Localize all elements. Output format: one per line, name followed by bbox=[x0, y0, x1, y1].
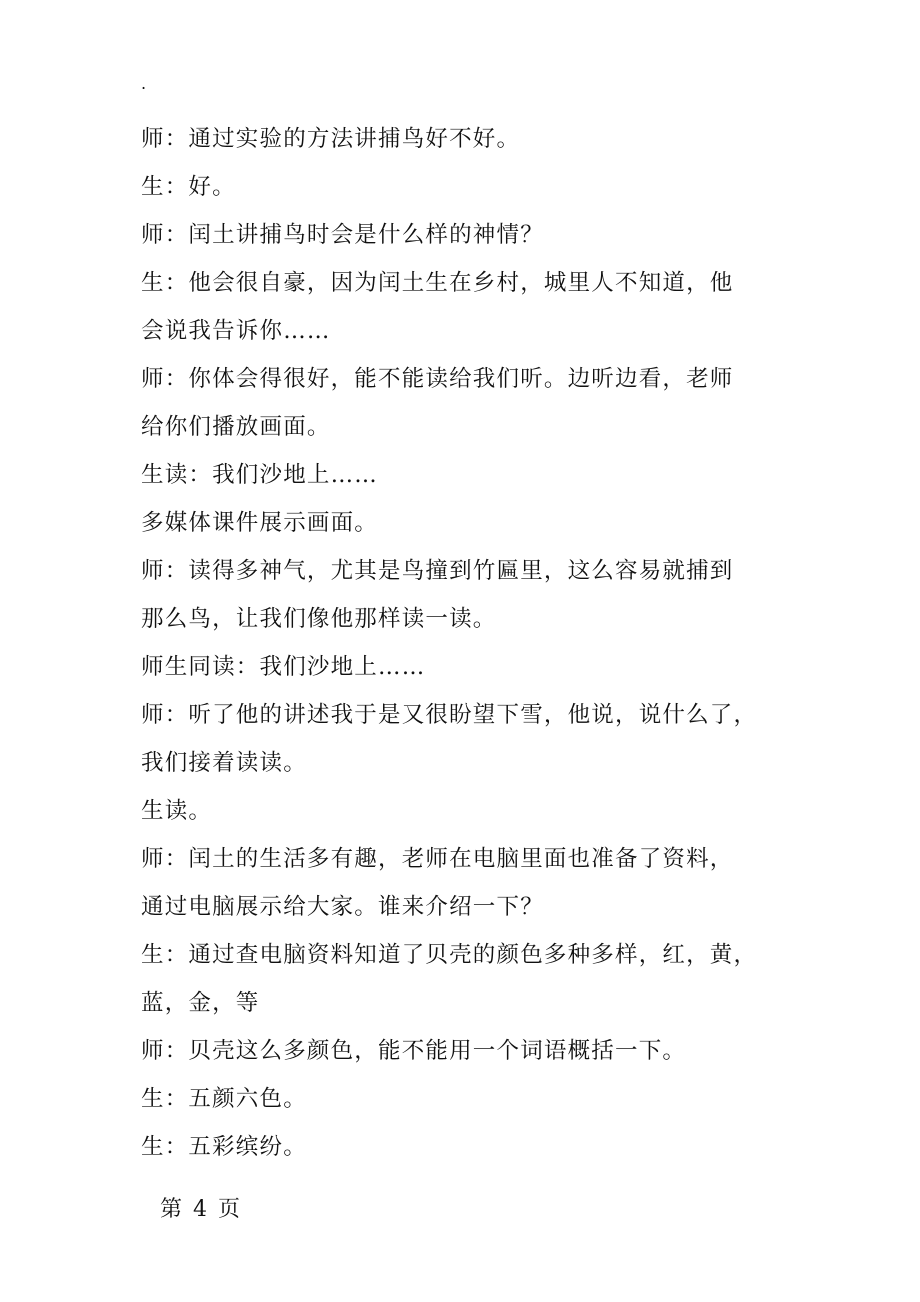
text-line: 师：通过实验的方法讲捕鸟好不好。 bbox=[141, 126, 521, 152]
text-line: 生：好。 bbox=[141, 174, 236, 200]
text-line: 师：读得多神气，尤其是鸟撞到竹匾里，这么容易就捕到 bbox=[141, 558, 734, 584]
text-line: 师：贝壳这么多颜色，能不能用一个词语概括一下。 bbox=[141, 1038, 687, 1064]
text-line: 生读：我们沙地上…… bbox=[141, 462, 379, 488]
text-line: 我们接着读读。 bbox=[141, 750, 307, 776]
text-line: 师：闰土的生活多有趣，老师在电脑里面也准备了资料， bbox=[141, 846, 734, 872]
text-line: 师生同读：我们沙地上…… bbox=[141, 654, 426, 680]
text-line: 会说我告诉你…… bbox=[141, 318, 331, 344]
text-line: 生：他会很自豪，因为闰土生在乡村，城里人不知道，他 bbox=[141, 270, 734, 296]
header-mark: . bbox=[141, 74, 147, 93]
text-line: 师：闰土讲捕鸟时会是什么样的神情？ bbox=[141, 222, 544, 248]
text-line: 师：听了他的讲述我于是又很盼望下雪，他说，说什么了， bbox=[141, 702, 758, 728]
text-line: 生读。 bbox=[141, 798, 213, 824]
text-line: 蓝，金，等 bbox=[141, 990, 260, 1016]
text-line: 多媒体课件展示画面。 bbox=[141, 510, 379, 536]
document-body bbox=[141, 115, 801, 1171]
text-line: 给你们播放画面。 bbox=[141, 414, 331, 440]
page-number: 第 4 页 bbox=[160, 1197, 242, 1222]
text-line: 生：五彩缤纷。 bbox=[141, 1134, 307, 1160]
text-line: 通过电脑展示给大家。谁来介绍一下？ bbox=[141, 894, 544, 920]
text-line: 生：五颜六色。 bbox=[141, 1086, 307, 1112]
text-line: 师：你体会得很好，能不能读给我们听。边听边看，老师 bbox=[141, 366, 734, 392]
text-line: 生：通过查电脑资料知道了贝壳的颜色多种多样，红，黄， bbox=[141, 942, 758, 968]
text-line: 那么鸟，让我们像他那样读一读。 bbox=[141, 606, 497, 632]
